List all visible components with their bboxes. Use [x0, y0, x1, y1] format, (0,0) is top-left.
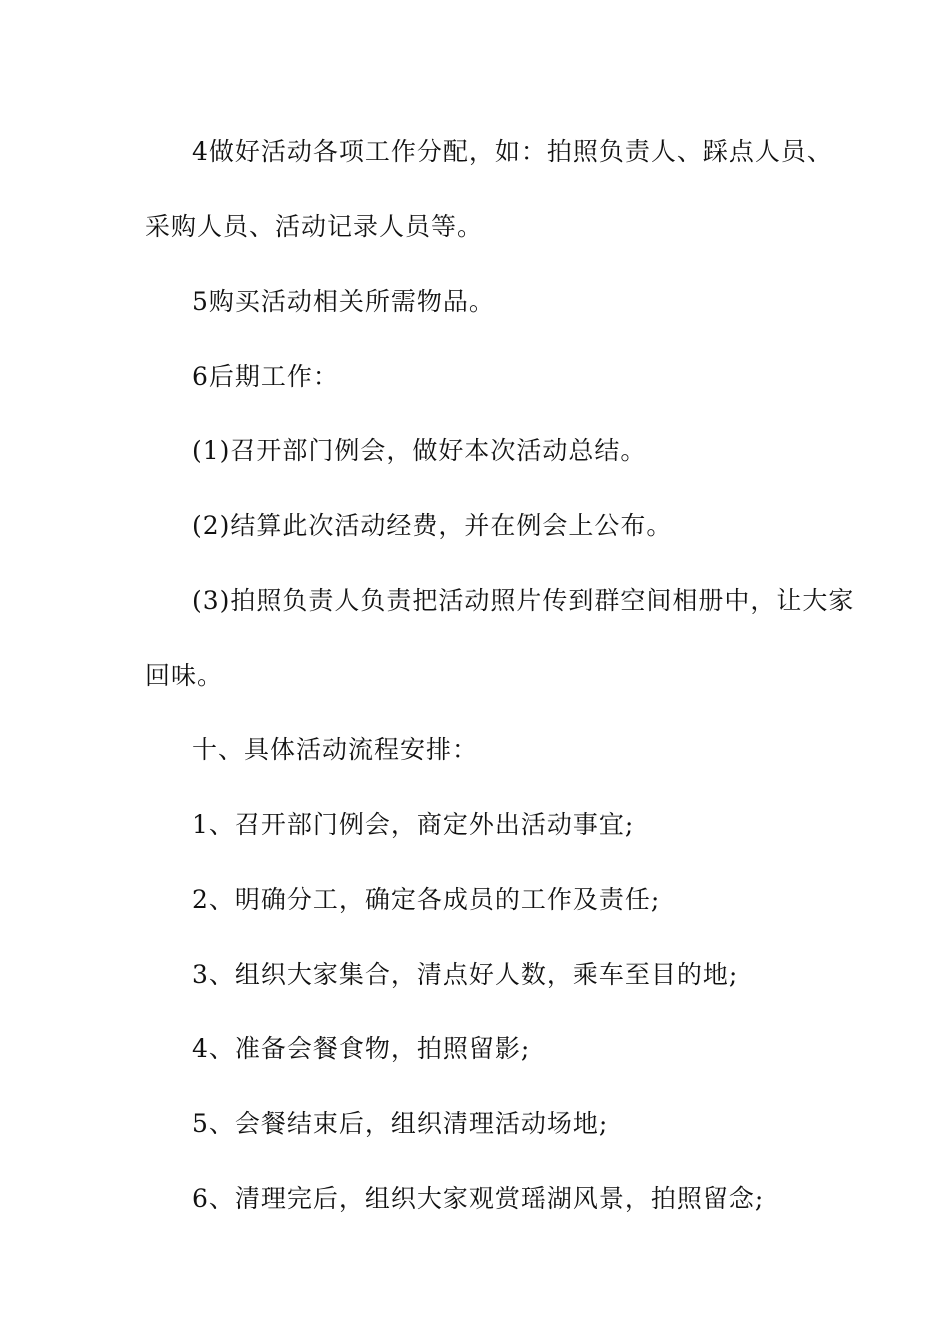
list-item: 5、会餐结束后，组织清理活动场地; [192, 1109, 609, 1138]
section-heading-activity-flow: 十、具体活动流程安排： [192, 735, 479, 764]
list-item: 1、召开部门例会，商定外出活动事宜; [192, 810, 635, 839]
list-item: 2、明确分工，确定各成员的工作及责任; [192, 885, 661, 914]
text-line-meeting-summary: (1)召开部门例会，做好本次活动总结。 [192, 436, 647, 465]
list-item: 3、组织大家集合，清点好人数，乘车至目的地; [192, 960, 739, 989]
list-item: 6、清理完后，组织大家观赏瑶湖风景，拍照留念; [192, 1184, 765, 1213]
list-item: 4、准备会餐食物，拍照留影; [192, 1034, 531, 1063]
text-line-purchase: 5购买活动相关所需物品。 [192, 287, 495, 316]
text-line-upload-photos-cont: 回味。 [145, 661, 224, 690]
text-line-task-assignment-cont: 采购人员、活动记录人员等。 [145, 212, 484, 241]
text-line-task-assignment: 4做好活动各项工作分配，如：拍照负责人、踩点人员、 [192, 137, 833, 166]
text-line-upload-photos: (3)拍照负责人负责把活动照片传到群空间相册中，让大家 [192, 586, 855, 615]
text-line-settle-expenses: (2)结算此次活动经费，并在例会上公布。 [192, 511, 673, 540]
text-line-post-work: 6后期工作： [192, 362, 339, 391]
